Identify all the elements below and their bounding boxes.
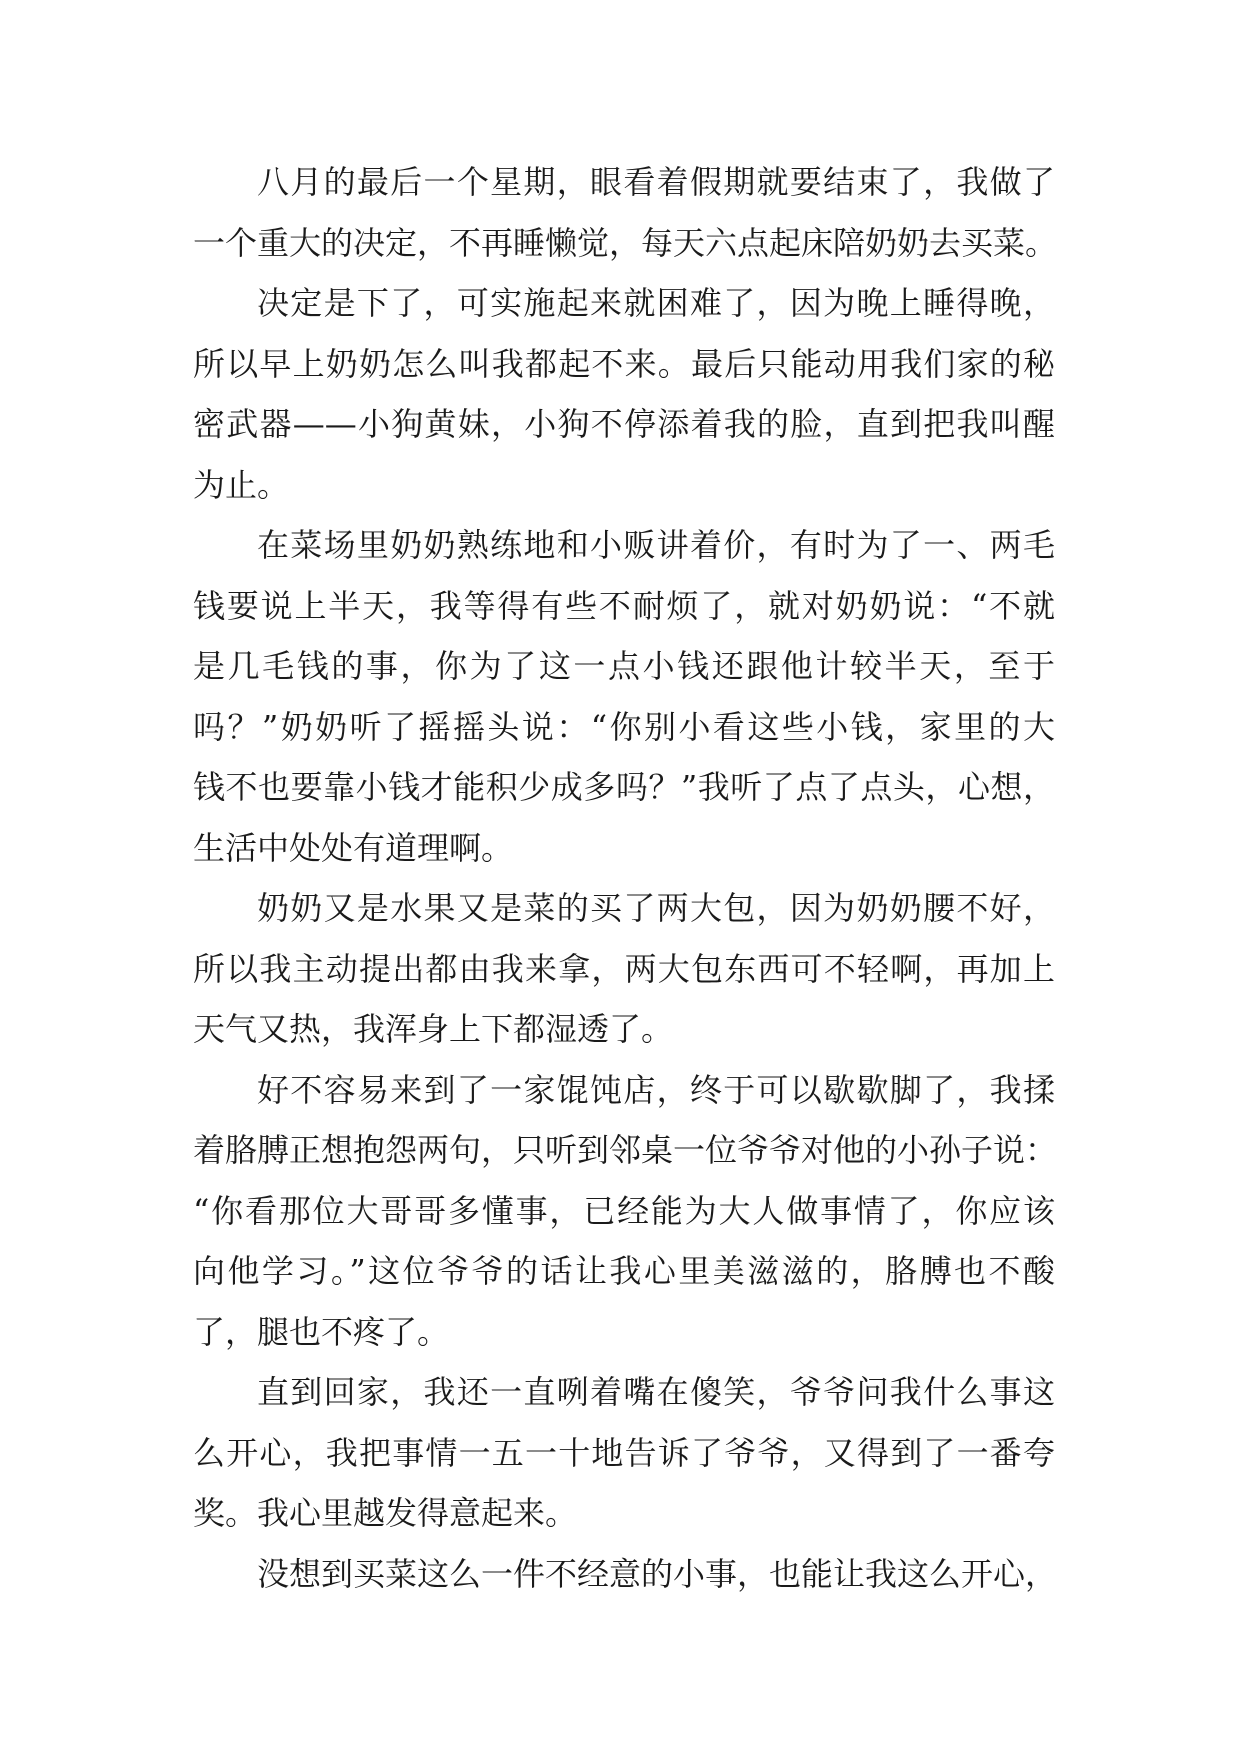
text-line: 没想到买菜这么一件不经意的小事，也能让我这么开心， <box>257 1554 1058 1593</box>
text-line: 所以我主动提出都由我来拿，两大包东西可不轻啊，再加上 <box>193 949 1055 988</box>
text-line: 奖。我心里越发得意起来。 <box>193 1494 578 1532</box>
text-line: 决定是下了，可实施起来就困难了，因为晚上睡得晚， <box>257 284 1055 322</box>
text-line: 钱不也要靠小钱才能积少成多吗？”我听了点了点头，心想， <box>193 768 1055 806</box>
text-line: 吗？”奶奶听了摇摇头说：“你别小看这些小钱，家里的大 <box>193 707 1055 746</box>
text-line: 直到回家，我还一直咧着嘴在傻笑，爷爷问我什么事这 <box>257 1373 1055 1411</box>
text-line: 天气又热，我浑身上下都湿透了。 <box>193 1010 674 1048</box>
text-line: 所以早上奶奶怎么叫我都起不来。最后只能动用我们家的秘 <box>193 344 1055 383</box>
paragraph-2 <box>193 273 1055 515</box>
text-line: “你看那位大哥哥多懂事，已经能为大人做事情了，你应该 <box>193 1191 1055 1230</box>
text-line: 在菜场里奶奶熟练地和小贩讲着价，有时为了一、两毛 <box>257 526 1055 564</box>
text-line: 着胳膊正想抱怨两句，只听到邻桌一位爷爷对他的小孙子说： <box>193 1131 1058 1169</box>
text-line: 么开心，我把事情一五一十地告诉了爷爷，又得到了一番夸 <box>193 1433 1055 1472</box>
text-line: 了，腿也不疼了。 <box>193 1312 450 1351</box>
paragraph-1 <box>193 152 1058 273</box>
essay-body <box>193 152 1058 1604</box>
paragraph-3 <box>193 515 1055 878</box>
text-line: 为止。 <box>193 465 290 504</box>
text-line: 八月的最后一个星期，眼看着假期就要结束了，我做了 <box>257 163 1055 201</box>
text-line: 一个重大的决定，不再睡懒觉，每天六点起床陪奶奶去买菜。 <box>193 223 1058 262</box>
text-line: 奶奶又是水果又是菜的买了两大包，因为奶奶腰不好， <box>257 889 1055 927</box>
text-line: 向他学习。”这位爷爷的话让我心里美滋滋的，胳膊也不酸 <box>193 1252 1055 1290</box>
text-line: 钱要说上半天，我等得有些不耐烦了，就对奶奶说：“不就 <box>193 586 1055 625</box>
paragraph-4 <box>193 878 1055 1060</box>
paragraph-6 <box>193 1362 1055 1544</box>
text-line: 好不容易来到了一家馄饨店，终于可以歇歇脚了，我揉 <box>257 1070 1055 1109</box>
paragraph-7 <box>193 1544 1058 1605</box>
text-line: 密武器——小狗黄妹，小狗不停添着我的脸，直到把我叫醒 <box>193 405 1055 443</box>
text-line: 是几毛钱的事，你为了这一点小钱还跟他计较半天，至于 <box>193 647 1055 685</box>
paragraph-5 <box>193 1060 1058 1363</box>
text-line: 生活中处处有道理啊。 <box>193 828 514 867</box>
